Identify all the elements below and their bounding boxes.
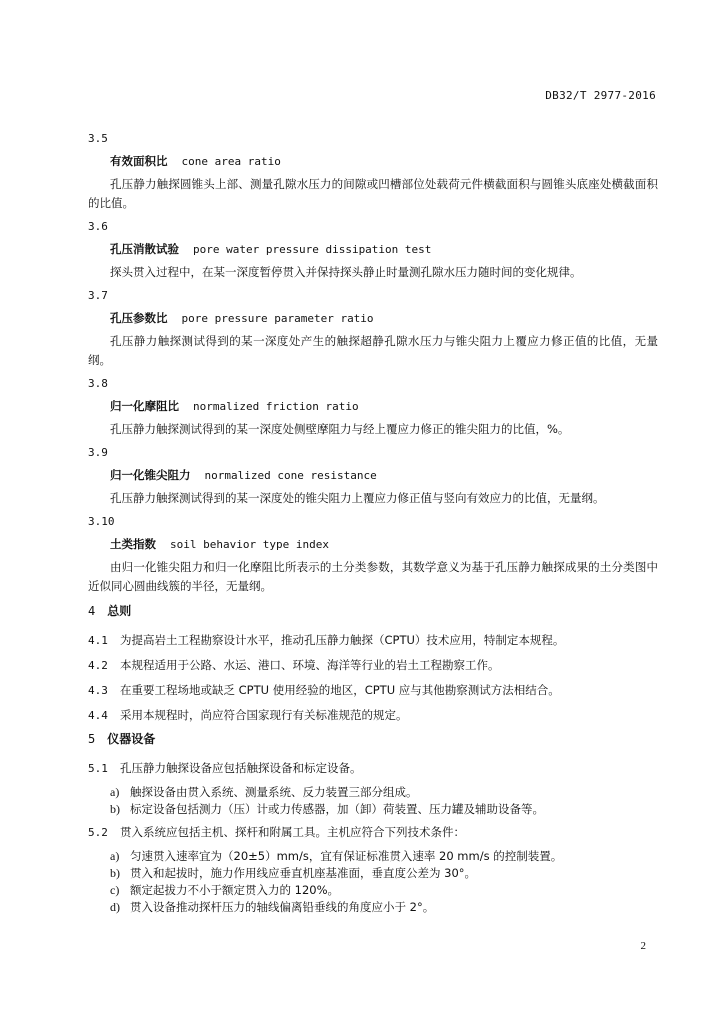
clause-number: 5.2 — [88, 826, 108, 839]
section-title: 总则 — [107, 604, 132, 618]
term-title — [110, 537, 658, 551]
clause-number: 4.2 — [88, 659, 108, 672]
clause — [88, 706, 658, 724]
term-title — [110, 154, 658, 168]
term-english: pore water pressure dissipation test — [193, 243, 432, 256]
section-number: 5 — [88, 732, 96, 746]
section-heading — [88, 603, 658, 619]
term-english: normalized cone resistance — [204, 469, 377, 482]
term-definition: 探头贯入过程中，在某一深度暂停贯入并保持探头静止时量测孔隙水压力随时间的变化规律。 — [110, 265, 582, 279]
list-item — [110, 899, 658, 916]
term-chinese: 孔压消散试验 — [110, 242, 179, 256]
clause — [88, 656, 658, 674]
clause-number: 4.4 — [88, 709, 108, 722]
term-entry — [88, 377, 658, 439]
clause — [88, 823, 658, 841]
clause-list — [110, 848, 658, 916]
clause — [88, 759, 658, 777]
term-chinese: 孔压参数比 — [110, 311, 168, 325]
list-label: c) — [110, 883, 120, 897]
clause-text: 在重要工程场地或缺乏 CPTU 使用经验的地区，CPTU 应与其他勘察测试方法相结合。 — [120, 683, 560, 697]
term-entry — [88, 446, 658, 508]
list-label: b) — [110, 866, 120, 880]
term-title — [110, 311, 658, 325]
term-english: pore pressure parameter ratio — [181, 312, 374, 325]
list-text: 触探设备由贯入系统、测量系统、反力装置三部分组成。 — [130, 785, 418, 799]
term-english: soil behavior type index — [170, 538, 329, 551]
standard-code: DB32/T 2977-2016 — [545, 89, 656, 102]
section-heading — [88, 731, 658, 747]
list-text: 标定设备包括测力（压）计或力传感器，加（卸）荷装置、压力罐及辅助设备等。 — [130, 802, 544, 816]
term-entry — [88, 132, 658, 213]
term-chinese: 有效面积比 — [110, 154, 168, 168]
clause-text: 采用本规程时，尚应符合国家现行有关标准规范的规定。 — [120, 708, 408, 722]
section-title: 仪器设备 — [107, 732, 156, 746]
list-item — [110, 848, 658, 865]
term-title — [110, 242, 658, 256]
list-label: a) — [110, 785, 120, 799]
list-item — [110, 865, 658, 882]
term-title — [110, 468, 658, 482]
clause-text: 贯入系统应包括主机、探杆和附属工具。主机应符合下列技术条件： — [120, 825, 465, 839]
clause-number: 5.1 — [88, 762, 108, 775]
page-number: 2 — [640, 940, 646, 952]
term-number: 3.6 — [88, 220, 108, 233]
term-number: 3.5 — [88, 132, 108, 145]
term-definition: 孔压静力触探测试得到的某一深度处侧壁摩阻力与经上覆应力修正的锥尖阻力的比值，%。 — [110, 422, 570, 436]
clause-text: 为提高岩土工程勘察设计水平，推动孔压静力触探（CPTU）技术应用，特制定本规程。 — [120, 633, 565, 647]
clause-list — [110, 784, 658, 818]
term-definition: 由归一化锥尖阻力和归一化摩阻比所表示的土分类参数，其数学意义为基于孔压静力触探成果的土分类图中近似同心圆曲线簇的半径，无量纲。 — [88, 560, 658, 593]
term-chinese: 归一化摩阻比 — [110, 399, 179, 413]
term-number: 3.8 — [88, 377, 108, 390]
term-number: 3.7 — [88, 289, 108, 302]
page-content — [88, 132, 658, 921]
term-entry — [88, 515, 658, 596]
list-text: 贯入设备推动探杆压力的轴线偏离铅垂线的角度应小于 2°。 — [130, 900, 435, 914]
clause-text: 本规程适用于公路、水运、港口、环境、海洋等行业的岩土工程勘察工作。 — [120, 658, 500, 672]
term-entry — [88, 220, 658, 282]
list-label: b) — [110, 802, 120, 816]
term-english: cone area ratio — [181, 155, 281, 168]
term-title — [110, 399, 658, 413]
list-label: d) — [110, 900, 120, 914]
list-text: 贯入和起拔时，施力作用线应垂直机座基准面，垂直度公差为 30°。 — [130, 866, 477, 880]
list-text: 匀速贯入速率宜为（20±5）mm/s，宜有保证标准贯入速率 20 mm/s 的控制装置。 — [130, 849, 563, 863]
term-definition: 孔压静力触探测试得到的某一深度处产生的触探超静孔隙水压力与锥尖阻力上覆应力修正值的比值，无量纲。 — [88, 334, 658, 367]
term-chinese: 土类指数 — [110, 537, 156, 551]
term-entry — [88, 289, 658, 370]
term-number: 3.10 — [88, 515, 115, 528]
term-definition: 孔压静力触探测试得到的某一深度处的锥尖阻力上覆应力修正值与竖向有效应力的比值，无量纲。 — [110, 491, 605, 505]
list-item — [110, 882, 658, 899]
term-chinese: 归一化锥尖阻力 — [110, 468, 191, 482]
clause — [88, 681, 658, 699]
list-item — [110, 801, 658, 818]
clause-text: 孔压静力触探设备应包括触探设备和标定设备。 — [120, 761, 362, 775]
term-english: normalized friction ratio — [193, 400, 359, 413]
clause-number: 4.1 — [88, 634, 108, 647]
clause-number: 4.3 — [88, 684, 108, 697]
list-label: a) — [110, 849, 120, 863]
list-text: 额定起拔力不小于额定贯入力的 120%。 — [130, 883, 340, 897]
section-number: 4 — [88, 604, 96, 618]
term-definition: 孔压静力触探圆锥头上部、测量孔隙水压力的间隙或凹槽部位处载荷元件横截面积与圆锥头底座处横截面积的比值。 — [88, 177, 658, 210]
clause — [88, 631, 658, 649]
term-number: 3.9 — [88, 446, 108, 459]
list-item — [110, 784, 658, 801]
